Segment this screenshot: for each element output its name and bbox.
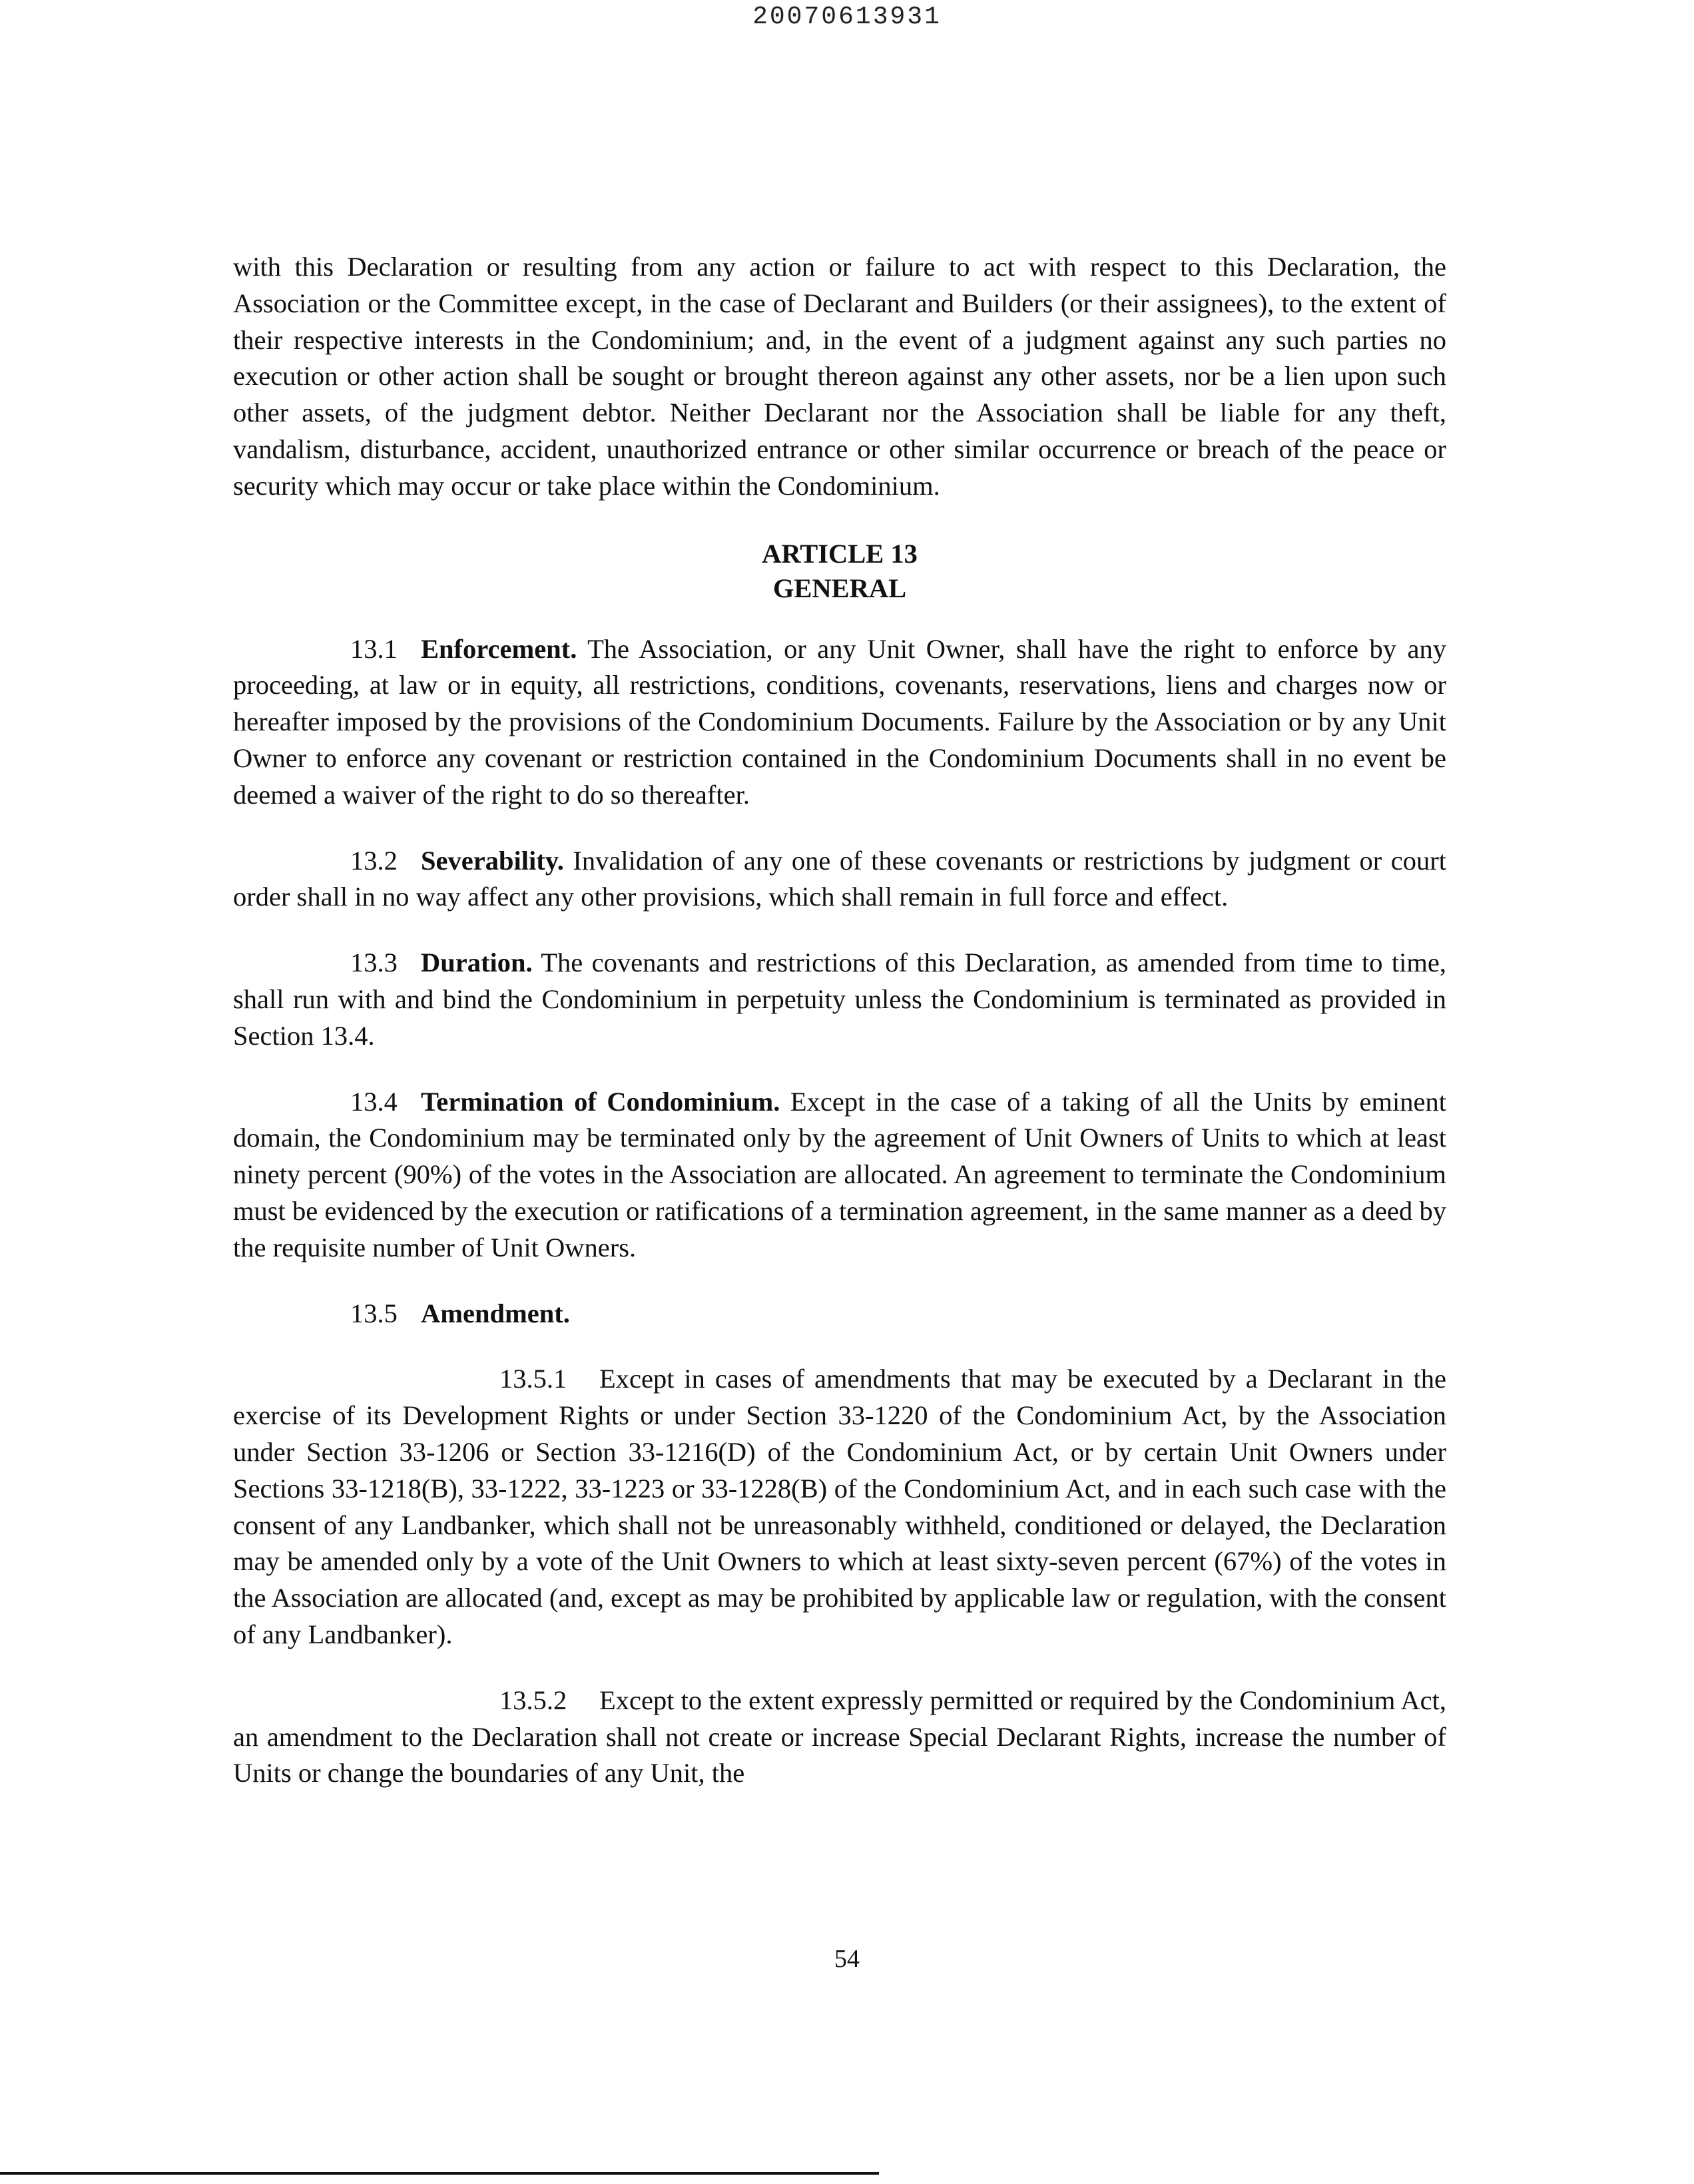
section-number: 13.4 xyxy=(350,1086,398,1117)
section-13-5 xyxy=(233,1296,1446,1332)
section-number: 13.3 xyxy=(350,948,398,978)
subsection-number: 13.5.2 xyxy=(499,1685,567,1715)
subsection-13-5-1 xyxy=(233,1361,1446,1653)
document-number: 20070613931 xyxy=(752,3,942,31)
article-number: ARTICLE 13 xyxy=(762,538,918,569)
intro-paragraph: with this Declaration or resulting from any action or failure to act with respect to this Declaration, the Association or the Committee except, in the case of Declarant and Builders (or their assignees), to the extent of their respective interests in the Condominium; and, in the event of a judgment against any such parties no execution or other action shall be sought or brought thereon against any other assets, nor be a lien upon such other assets, of the judgment debtor. Neither Declarant nor the Association shall be liable for any theft, vandalism, disturbance, accident, unauthorized entrance or other similar occurrence or breach of the peace or security which may occur or take place within the Condominium. xyxy=(233,252,1446,501)
subsection-number: 13.5.1 xyxy=(499,1364,567,1394)
section-text: Except in the case of a taking of all the Units by eminent domain, the Condominium may be terminated only by the agreement of Unit Owners of Units to which at least ninety percent (90%) of the votes in the Association are allocated. An agreement to terminate the Condominium must be evidenced by the execution or ratifications of a termination agreement, in the same manner as a deed by the requisite number of Unit Owners. xyxy=(233,1086,1446,1262)
subsection-13-5-2 xyxy=(233,1683,1446,1792)
subsection-text: Except to the extent expressly permitted or required by the Condominium Act, an amendment to the Declaration shall not create or increase Special Declarant Rights, increase the number of Units or change the boundaries of any Unit, the xyxy=(233,1685,1446,1788)
scan-edge-rule xyxy=(0,2172,879,2175)
subsection-text: Except in cases of amendments that may be executed by a Declarant in the exercise of its Development Rights or under Section 33-1220 of the Condominium Act, by the Association under Section 33-1206 or Section 33-1216(D) of the Condominium Act, or by certain Unit Owners under Sections 33-1218(B), 33-1222, 33-1223 or 33-1228(B) of the Condominium Act, and in each such case with the consent of any Landbanker, which shall not be unreasonably withheld, conditioned or delayed, the Declaration may be amended only by a vote of the Unit Owners to which at least sixty-seven percent (67%) of the votes in the Association are allocated (and, except as may be prohibited by applicable law or regulation, with the consent of any Landbanker). xyxy=(233,1364,1446,1649)
section-text: Invalidation of any one of these covenants or restrictions by judgment or court order shall in no way affect any other provisions, which shall remain in full force and effect. xyxy=(233,845,1446,912)
section-number: 13.5 xyxy=(350,1298,398,1328)
section-heading: Amendment. xyxy=(421,1298,570,1328)
section-text: The Association, or any Unit Owner, shall have the right to enforce by any proceeding, at law or in equity, all restrictions, conditions, covenants, reservations, liens and charges now or hereafter imposed by the provisions of the Condominium Documents. Failure by the Association or by any Unit Owner to enforce any covenant or restriction contained in the Condominium Documents shall in no event be deemed a waiver of the right to do so thereafter. xyxy=(233,633,1446,810)
section-13-1 xyxy=(233,631,1446,814)
page-number: 54 xyxy=(834,1945,860,1973)
document-body xyxy=(233,249,1446,1792)
section-number: 13.2 xyxy=(350,845,398,876)
section-13-3 xyxy=(233,945,1446,1054)
section-heading: Enforcement. xyxy=(421,633,577,664)
section-number: 13.1 xyxy=(350,633,398,664)
article-heading xyxy=(233,537,1446,606)
section-13-2 xyxy=(233,843,1446,916)
section-heading: Severability. xyxy=(421,845,564,876)
section-heading: Duration. xyxy=(421,948,533,978)
article-title: GENERAL xyxy=(772,573,907,603)
section-13-4 xyxy=(233,1084,1446,1266)
section-text: The covenants and restrictions of this Declaration, as amended from time to time, shall run with and bind the Condominium in perpetuity unless the Condominium is terminated as provided in Section 13.4. xyxy=(233,948,1446,1051)
section-heading: Termination of Condominium. xyxy=(421,1086,780,1117)
